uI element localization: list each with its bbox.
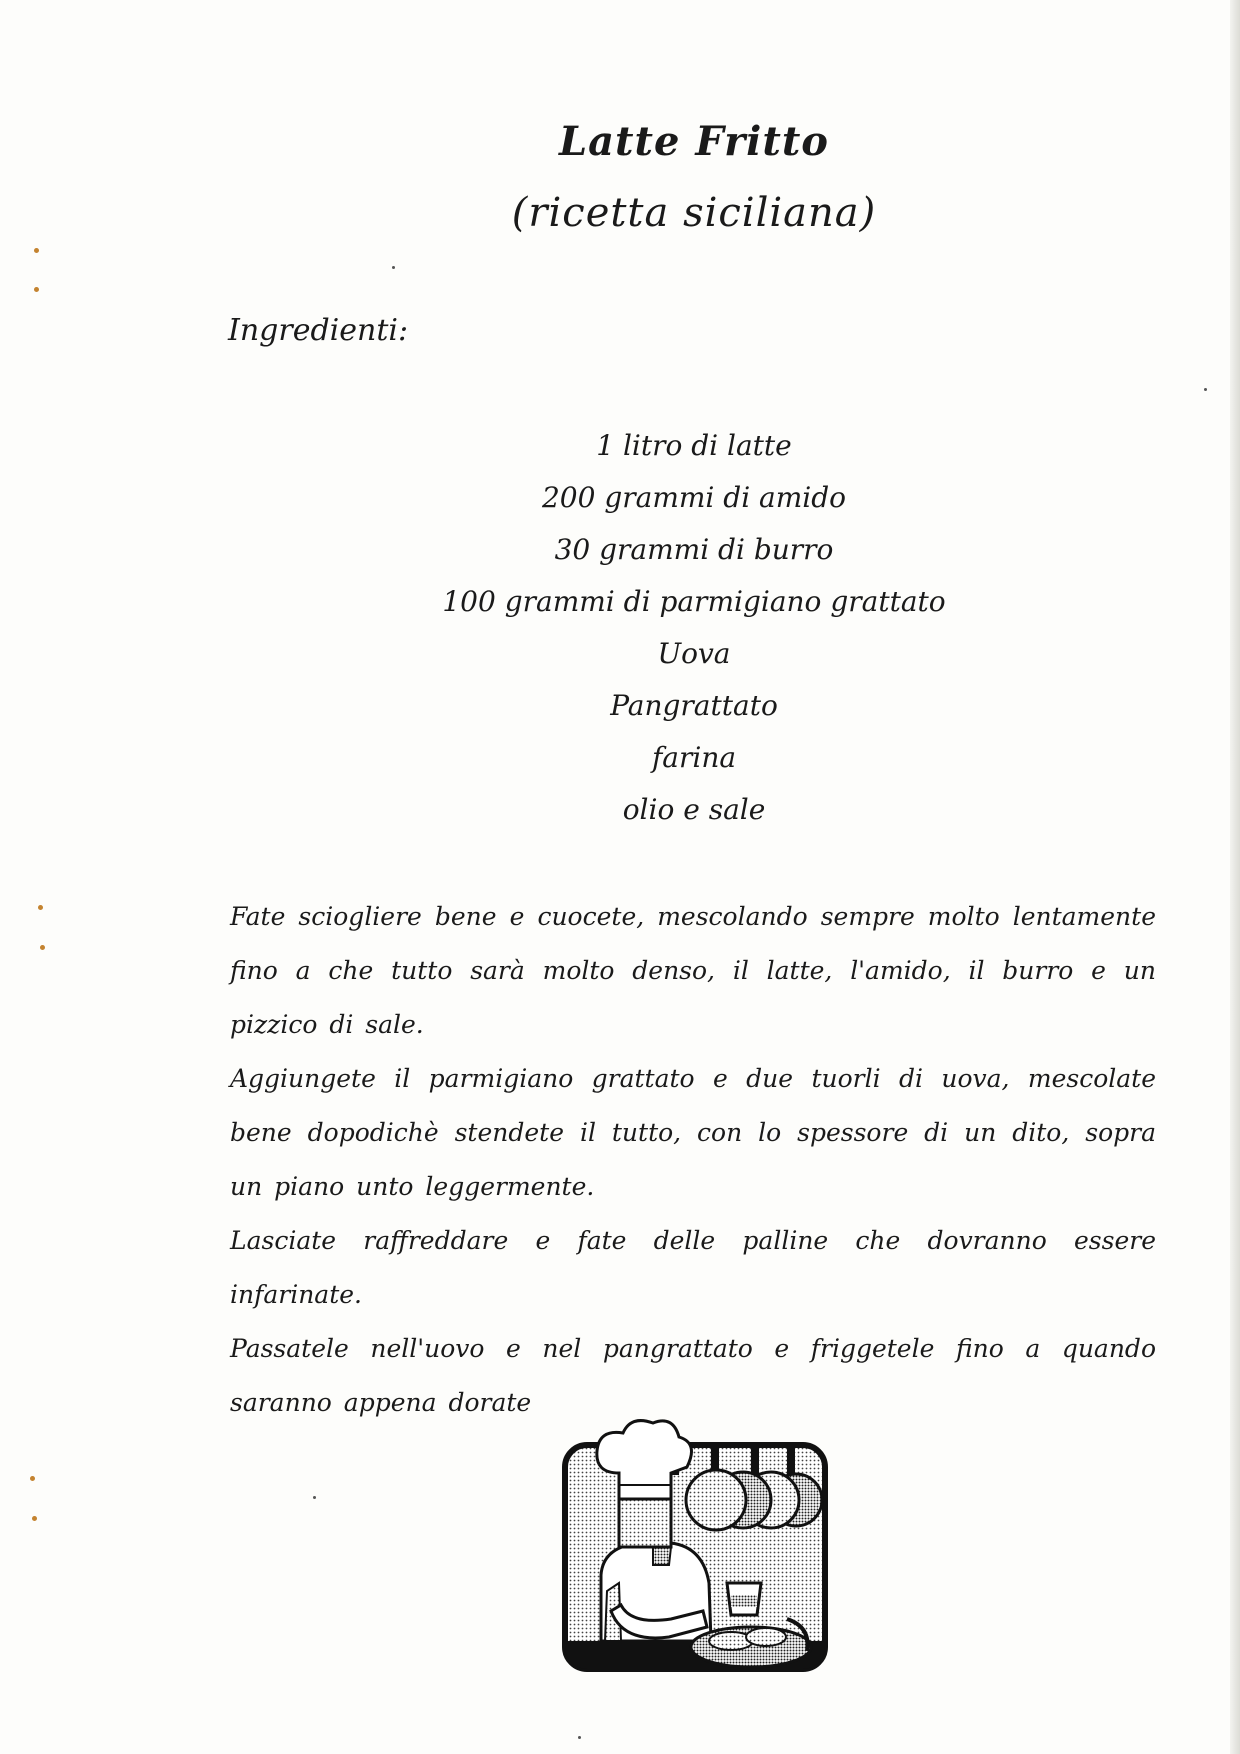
scan-speck: [32, 1516, 37, 1521]
scan-speck: [34, 248, 39, 253]
scan-speck: [578, 1736, 581, 1739]
ingredient-item: Pangrattato: [610, 689, 778, 722]
ingredient-item: olio e sale: [622, 793, 766, 826]
page-edge-shadow: [1230, 0, 1240, 1754]
scan-speck: [38, 905, 43, 910]
scan-speck: [34, 287, 39, 292]
method-paragraph: Fate sciogliere bene e cuocete, mescolando sempre molto lentamente fino a che tutto sarà molto denso, il latte, l'amido, il burro e un pizzico di sale.: [230, 902, 1156, 1039]
recipe-title: Latte Fritto: [559, 118, 829, 165]
ingredient-item: 30 grammi di burro: [554, 533, 834, 566]
ingredient-item: 1 litro di latte: [596, 429, 792, 462]
ingredient-item: farina: [651, 741, 737, 774]
scan-speck: [30, 1476, 35, 1481]
scan-speck: [1204, 388, 1207, 391]
method-text: [230, 890, 1156, 1430]
scan-speck: [392, 266, 395, 269]
method-paragraph: Lasciate raffreddare e fate delle palline che dovranno essere infarinate.: [230, 1226, 1156, 1309]
ingredient-item: 200 grammi di amido: [541, 481, 847, 514]
recipe-subtitle: (ricetta siciliana): [511, 190, 877, 236]
method-paragraph: Passatele nell'uovo e nel pangrattato e friggetele fino a quando saranno appena dorate: [230, 1334, 1156, 1417]
ingredients-heading: Ingredienti:: [228, 313, 409, 348]
method-paragraph: Aggiungete il parmigiano grattato e due tuorli di uova, mescolate bene dopodichè stendete il tutto, con lo spessore di un dito, sopra un piano unto leggermente.: [230, 1064, 1156, 1201]
scan-speck: [40, 945, 45, 950]
ingredient-item: Uova: [657, 637, 731, 670]
scan-speck: [313, 1496, 316, 1499]
ingredient-item: 100 grammi di parmigiano grattato: [442, 585, 946, 618]
ingredients-list: [0, 420, 1240, 836]
chef-cooking-icon: [561, 1415, 831, 1677]
